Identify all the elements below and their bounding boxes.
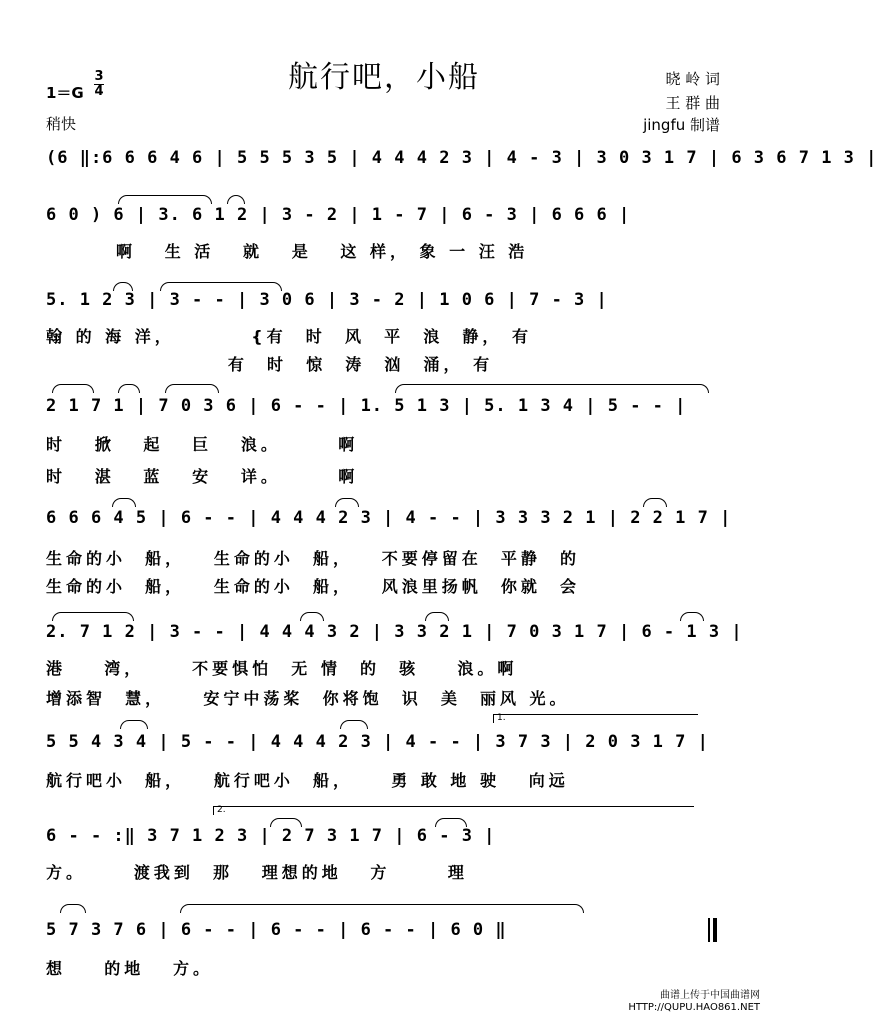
notation-line-5: 6 6 6 4 5 | 6 - - | 4 4 4 2 3 | 4 - - | 3 3 3 2 1 | 2 2 1 7 | (46, 508, 732, 528)
footer-line-1: 曲谱上传于中国曲谱网 (660, 990, 760, 1001)
lyric-line-8: 方。 渡我到 那 理想的地 方 理 (46, 863, 468, 882)
lyric-line-2: 啊 生 活 就 是 这 样， 象 一 汪 浩 (116, 242, 529, 261)
lyric-line-4b: 时 湛 蓝 安 详。 啊 (46, 467, 359, 486)
slur (425, 612, 449, 621)
lyricist-credit: 晓 岭 词 (665, 70, 720, 88)
arranger-credit: jingfu 制谱 (643, 116, 720, 134)
notation-line-2: 6 0 ) 6 | 3. 6 1 2 | 3 - 2 | 1 - 7 | 6 - 3 | 6 6 6 | (46, 205, 631, 225)
time-signature (94, 70, 104, 99)
slur (643, 498, 667, 507)
lyric-line-4a: 时 掀 起 巨 浪。 啊 (46, 435, 359, 454)
slur (120, 720, 148, 729)
lyric-line-5a: 生命的小 船， 生命的小 船， 不要停留在 平静 的 (46, 549, 580, 568)
staff-line-8 (0, 826, 768, 854)
slur (335, 498, 359, 507)
slur (340, 720, 368, 729)
notation-line-3: 5. 1 2 3 | 3 - - | 3 0 6 | 3 - 2 | 1 0 6 | 7 - 3 | (46, 290, 608, 310)
staff-line-2 (0, 205, 768, 233)
slur (118, 195, 212, 204)
staff-line-9 (0, 920, 768, 948)
notation-line-6: 2. 7 1 2 | 3 - - | 4 4 4 3 2 | 3 3 2 1 | 7 0 3 1 7 | 6 - 1 3 | (46, 622, 743, 642)
slur (112, 498, 136, 507)
tempo-marking: 稍快 (46, 115, 77, 133)
second-ending-bracket (213, 806, 694, 815)
final-barline-thick (713, 918, 717, 942)
final-barline-thin (708, 918, 710, 942)
lyric-line-3b: 有 时 惊 涛 汹 涌， 有 (46, 355, 494, 374)
staff-line-7 (0, 732, 768, 760)
lyric-line-7: 航行吧小 船， 航行吧小 船， 勇 敢 地 驶 向远 (46, 771, 569, 790)
staff-line-1 (0, 148, 877, 176)
notation-line-9: 5 7 3 7 6 | 6 - - | 6 - - | 6 - - | 6 0 ‖ (46, 920, 507, 940)
composer-credit: 王 群 曲 (665, 94, 720, 112)
slur (227, 195, 245, 204)
lyric-line-3a: 翰 的 海 洋， {有 时 风 平 浪 静， 有 (46, 327, 532, 346)
meter-top: 3 (94, 69, 104, 84)
lyric-line-6b: 增添智 慧， 安宁中荡桨 你将饱 识 美 丽风 光。 (46, 689, 570, 708)
slur (680, 612, 704, 621)
first-ending-label: 1. (497, 713, 506, 723)
staff-line-5 (0, 508, 768, 536)
song-title: 航行吧，小船 (288, 60, 480, 95)
slur (300, 612, 324, 621)
slur (52, 612, 134, 621)
notation-line-1: (6 ‖:6 6 6 4 6 | 5 5 5 3 5 | 4 4 4 2 3 | 4 - 3 | 3 0 3 1 7 | 6 3 6 7 1 3 | (46, 148, 877, 168)
slur (395, 384, 709, 393)
slur (165, 384, 219, 393)
second-ending-label: 2. (217, 805, 226, 815)
staff-line-4 (0, 396, 768, 424)
key-signature: 1＝G (46, 84, 84, 102)
slur (52, 384, 94, 393)
slur (180, 904, 584, 913)
slur (118, 384, 140, 393)
notation-line-4: 2 1 7 1 | 7 0 3 6 | 6 - - | 1. 5 1 3 | 5. 1 3 4 | 5 - - | (46, 396, 687, 416)
lyric-line-9: 想 的地 方。 (46, 959, 213, 978)
notation-line-8: 6 - - :‖ 3 7 1 2 3 | 2 7 3 1 7 | 6 - 3 | (46, 826, 496, 846)
lyric-line-5b: 生命的小 船， 生命的小 船， 风浪里扬帆 你就 会 (46, 577, 580, 596)
lyric-line-6a: 港 湾， 不要惧怕 无 情 的 骇 浪。啊 (46, 659, 518, 678)
fermata-slur (60, 904, 86, 913)
meter-bottom: 4 (94, 84, 104, 99)
first-ending-bracket (493, 714, 698, 723)
footer-line-2: HTTP://QUPU.HAO861.NET (628, 1002, 760, 1013)
staff-line-6 (0, 622, 768, 650)
staff-line-3 (0, 290, 768, 318)
notation-line-7: 5 5 4 3 4 | 5 - - | 4 4 4 2 3 | 4 - - | 3 7 3 | 2 0 3 1 7 | (46, 732, 709, 752)
website-watermark (628, 990, 760, 1014)
